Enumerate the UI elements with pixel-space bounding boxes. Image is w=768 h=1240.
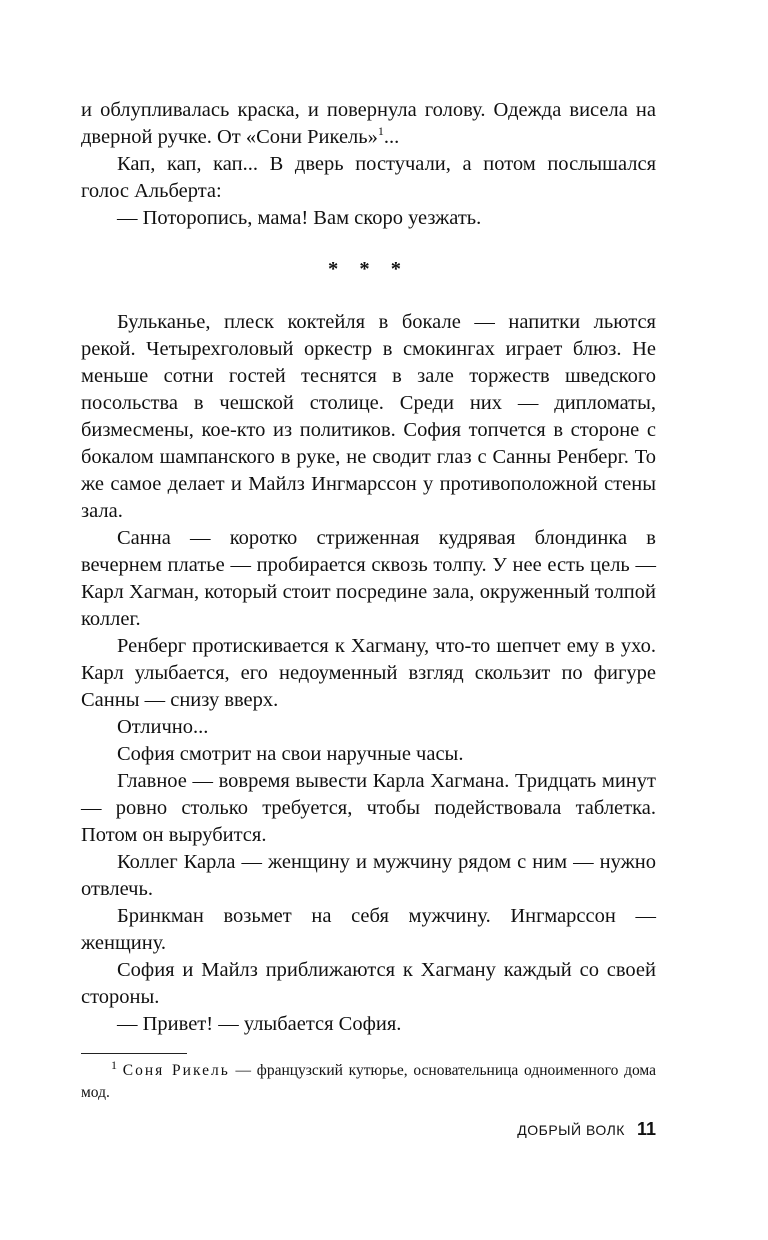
paragraph: Коллег Карла — женщину и мужчину рядом с ним — нужно отвлечь. bbox=[81, 851, 656, 900]
dialog-line: — Привет! — улыбается София. bbox=[117, 1013, 402, 1035]
page-number: 11 bbox=[636, 1119, 656, 1139]
paragraph: Кап, кап, кап... В дверь постучали, а потом послышался голос Альберта: bbox=[81, 153, 656, 202]
paragraph: София смотрит на свои наручные часы. bbox=[117, 743, 464, 765]
dialog-line: — Поторопись, мама! Вам скоро уезжать. bbox=[117, 207, 482, 229]
paragraph: Санна — коротко стриженная кудрявая блондинка в вечернем платье — пробирается сквозь толпу. У нее есть цель — Карл Хагман, который стоит посредине зала, окруженный толпой коллег. bbox=[81, 527, 656, 630]
book-title: ДОБРЫЙ ВОЛК bbox=[517, 1122, 625, 1138]
footnote-divider bbox=[81, 1053, 187, 1054]
ellipsis: ... bbox=[383, 126, 400, 148]
paragraph-continued bbox=[81, 97, 656, 151]
paragraph: Бринкман возьмет на себя мужчину. Ингмарссон — женщину. bbox=[81, 905, 656, 954]
paragraph: Главное — вовремя вывести Карла Хагмана. Тридцать минут — ровно столько требуется, чтобы подействовала таблетка. Потом он вырубится. bbox=[81, 770, 656, 846]
running-footer bbox=[81, 1119, 656, 1140]
footnote-number: 1 bbox=[111, 1057, 117, 1072]
section-separator: * * * bbox=[328, 258, 409, 280]
footnote-marker[interactable]: 1 bbox=[377, 124, 384, 139]
paragraph: Ренберг протискивается к Хагману, что-то шепчет ему в ухо. Карл улыбается, его недоуменный взгляд скользит по фигуре Санны — снизу вверх. bbox=[81, 635, 656, 711]
page-body bbox=[81, 97, 656, 1038]
footnote-text: — французский кутюрье, основательница одноименного дома мод. bbox=[81, 1062, 657, 1101]
paragraph: София и Майлз приближаются к Хагману каждый со своей стороны. bbox=[81, 959, 656, 1008]
paragraph: Отлично... bbox=[117, 716, 209, 738]
footnote-name: Соня Рикель bbox=[122, 1062, 230, 1079]
footnote bbox=[81, 1057, 657, 1104]
paragraph: Бульканье, плеск коктейля в бокале — напитки льются рекой. Четырехголовый оркестр в смокингах играет блюз. Не меньше сотни гостей теснятся в зале торжеств шведского посольства в чешской столице. Среди них — дипломаты, бизмесмены, кое-кто из политиков. София топчется в стороне с бокалом шампанского в руке, не сводит глаз с Санны Ренберг. То же самое делает и Майлз Ингмарссон у противоположной стены зала. bbox=[81, 311, 656, 522]
paragraph-text: и облупливалась краска, и повернула голову. Одежда висела на дверной ручке. От «Сони Рикель» bbox=[81, 99, 656, 148]
